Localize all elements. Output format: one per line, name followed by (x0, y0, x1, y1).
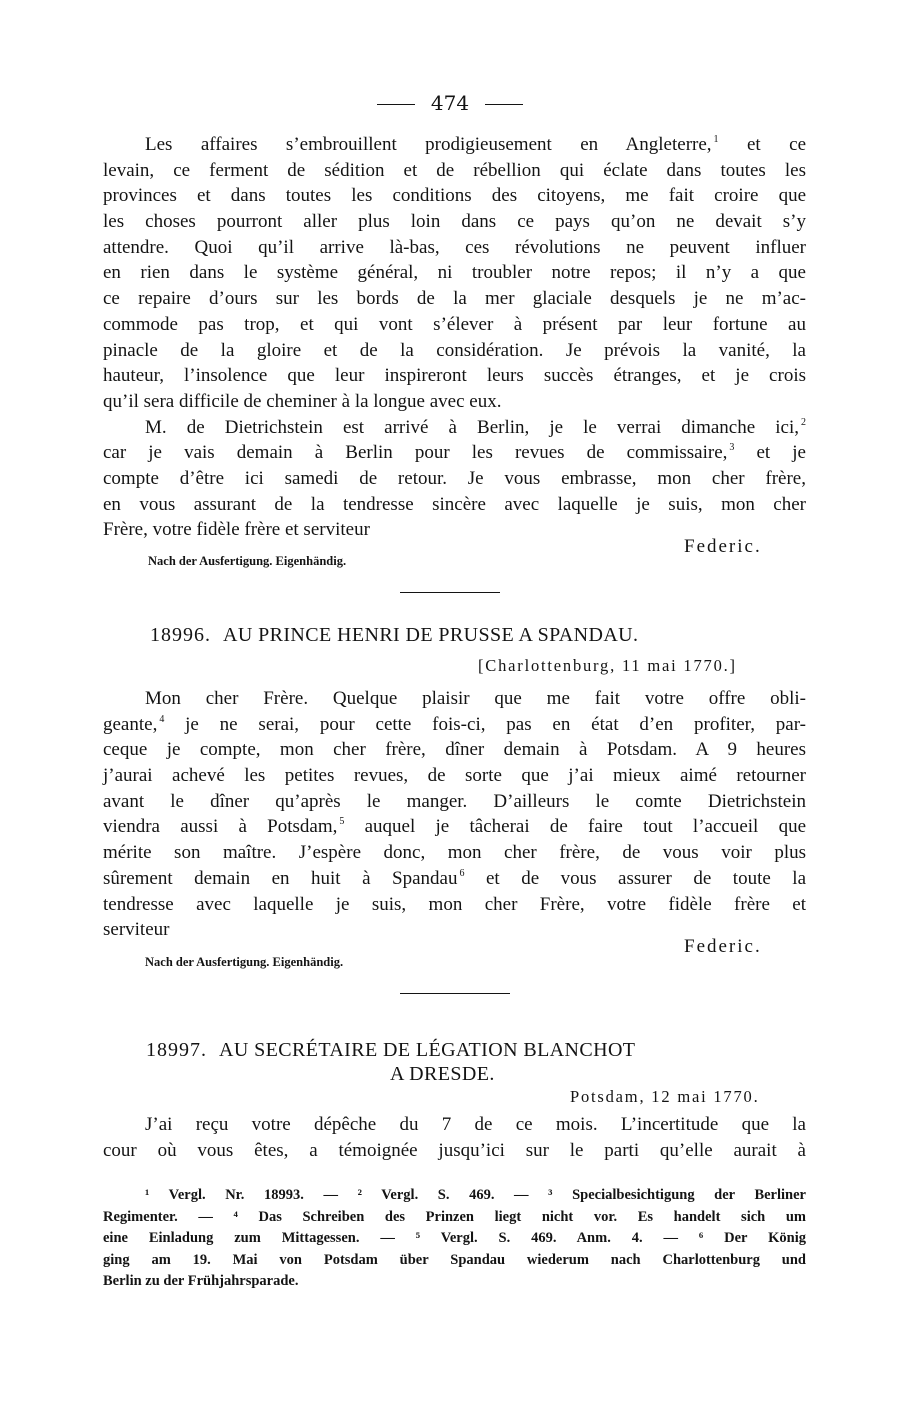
text-line: en vous assurant de la tendresse sincère avec laquelle je suis, mon cher (103, 493, 806, 515)
text-line: les choses pourront aller plus loin dans ce pays qu’on ne devait s’y (103, 211, 806, 233)
text-line: serviteur (103, 919, 170, 941)
letter-18997-body (103, 1112, 806, 1163)
letter-number: 18996. (150, 624, 211, 646)
text-line: car je vais demain à Berlin pour les revues de commissaire, $^3$ et je (103, 442, 806, 464)
footnote-line: Regimenter. — ⁴ Das Schreiben des Prinzen liegt nicht vor. Es handelt sich um (103, 1208, 806, 1225)
letter-heading (146, 1039, 635, 1062)
text-line: pinacle de la gloire et de la considération. Je prévois la vanité, la (103, 339, 806, 361)
header-dash-right (485, 104, 523, 105)
text-line: cour où vous êtes, a témoignée jusqu’ici sur le parti qu’elle aurait à (103, 1139, 806, 1161)
letter-title: AU PRINCE HENRI DE PRUSSE A SPANDAU. (223, 624, 639, 646)
section-divider (400, 592, 500, 593)
text-line: Frère, votre fidèle frère et serviteur (103, 519, 370, 541)
text-line: viendra aussi à Potsdam, $^5$ auquel je tâcherai de faire tout l’accueil que (103, 816, 807, 838)
header-dash-left (377, 104, 415, 105)
text-line: Les affaires s’embrouillent prodigieusement en Angleterre, $^1$ et ce (145, 134, 806, 155)
footnote-line: Berlin zu der Frühjahrsparade. (103, 1273, 299, 1289)
signature: Federic. (684, 936, 762, 957)
text-line: hauteur, l’insolence que leur inspireront leurs succès étranges, et je crois (103, 365, 806, 387)
text-line: compte d’être ici samedi de retour. Je vous embrasse, mon cher frère, (103, 467, 806, 489)
text-line: en rien dans le système général, ni troubler notre repos; il n’y a que (103, 262, 806, 284)
text-line: ce repaire d’ours sur les bords de la mer glaciale desquels je ne m’ac- (103, 288, 806, 310)
prev-letter-body (103, 132, 806, 543)
letter-18996-body (103, 686, 806, 943)
footnote-line: ¹ Vergl. Nr. 18993. — ² Vergl. S. 469. — ³ Specialbesichtigung der Berliner (145, 1187, 806, 1203)
text-line: ceque je compte, mon cher frère, dîner demain à Potsdam. A 9 heures (103, 739, 806, 761)
text-line: M. de Dietrichstein est arrivé à Berlin, je le verrai dimanche ici, $^2$ (145, 416, 806, 438)
signature: Federic. (684, 536, 762, 557)
letter-title-continued: A DRESDE. (390, 1063, 495, 1085)
text-line: mérite son maître. J’espère donc, mon cher frère, de vous voir plus (103, 842, 806, 864)
text-line: j’aurai achevé les petites revues, de sorte que j’ai mieux aimé retourner (103, 765, 806, 787)
text-line: avant le dîner qu’après le manger. D’ailleurs le comte Dietrichstein (103, 790, 806, 812)
footnotes (103, 1185, 806, 1293)
page-number: 474 (430, 91, 470, 115)
section-divider (400, 993, 510, 994)
text-line: qu’il sera difficile de cheminer à la longue avec eux. (103, 390, 502, 412)
text-line: provinces et dans toutes les conditions des citoyens, me fait croire que (103, 185, 806, 207)
text-line: commode pas trop, et qui vont s’élever à présent par leur fortune au (103, 313, 806, 335)
text-line: geante, $^4$ je ne serai, pour cette fois-ci, pas en état d’en profiter, par- (103, 713, 806, 735)
footnote-line: ging am 19. Mai von Potsdam über Spandau wiederum nach Charlottenburg und (103, 1251, 806, 1268)
text-line: levain, ce ferment de sédition et de rébellion qui éclate dans toutes les (103, 159, 806, 181)
text-line: J’ai reçu votre dépêche du 7 de ce mois. L’incertitude que la (145, 1114, 806, 1135)
page-header (0, 92, 900, 114)
text-line: tendresse avec laquelle je suis, mon cher Frère, votre fidèle frère et (103, 893, 806, 915)
letter-heading (150, 624, 638, 647)
footnote-line: eine Einladung zum Mittagessen. — ⁵ Vergl. S. 469. Anm. 4. — ⁶ Der König (103, 1230, 806, 1246)
letter-dateline: Potsdam, 12 mai 1770. (570, 1087, 760, 1106)
text-line: sûrement demain en huit à Spandau $^6$ et de vous assurer de toute la (103, 867, 806, 889)
letter-title: AU SECRÉTAIRE DE LÉGATION BLANCHOT (219, 1039, 636, 1061)
letter-dateline: [Charlottenburg, 11 mai 1770.] (478, 656, 737, 675)
text-line: attendre. Quoi qu’il arrive là-bas, ces révolutions ne peuvent influer (103, 236, 806, 258)
source-note: Nach der Ausfertigung. Eigenhändig. (145, 955, 344, 969)
text-line: Mon cher Frère. Quelque plaisir que me fait votre offre obli- (145, 688, 806, 709)
source-note: Nach der Ausfertigung. Eigenhändig. (148, 554, 347, 568)
letter-number: 18997. (146, 1039, 207, 1061)
